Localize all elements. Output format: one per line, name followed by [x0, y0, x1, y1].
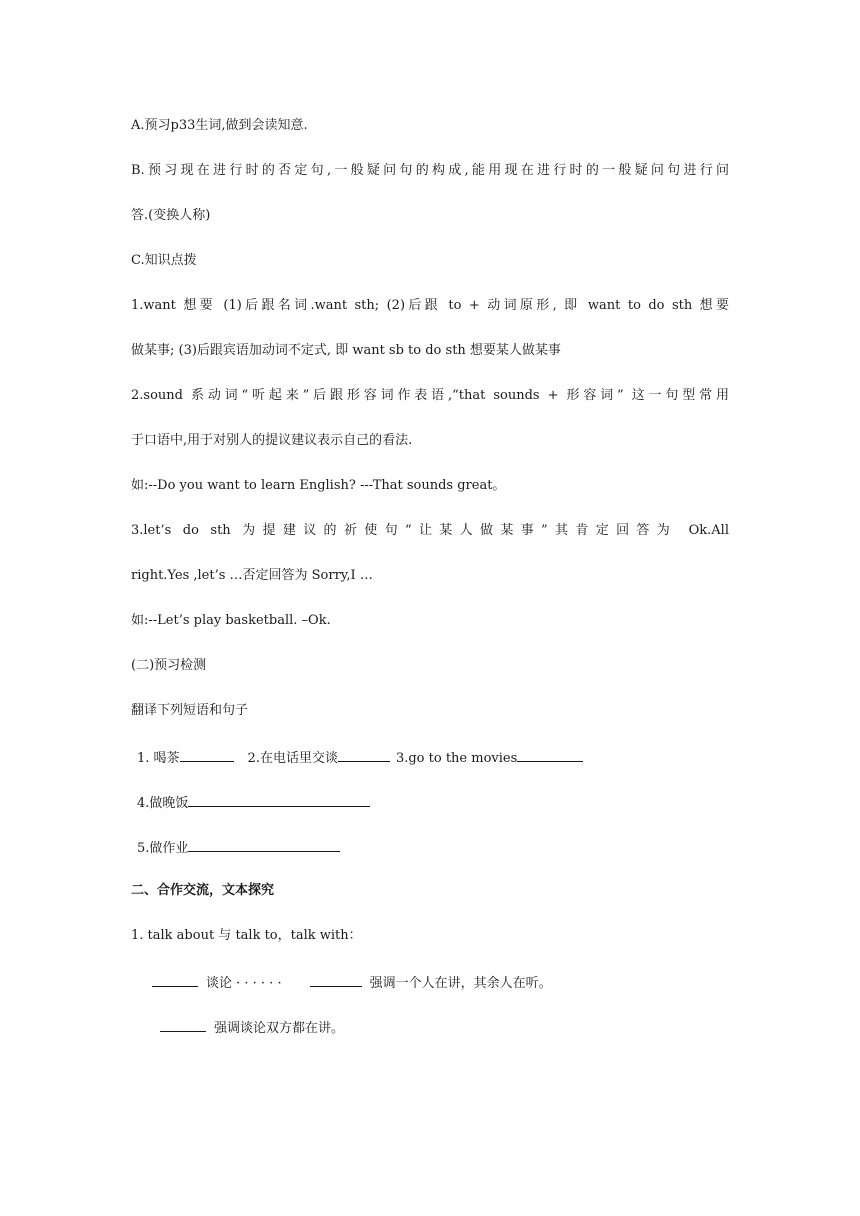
exercise-item-3: 3.go to the movies	[395, 751, 518, 766]
answer-blank-4[interactable]	[188, 792, 370, 807]
section-2-heading: 二、合作交流，文本探究	[131, 883, 275, 898]
both-speak-text: 强调谈论双方都在讲。	[214, 1021, 345, 1036]
answer-blank-2[interactable]	[338, 747, 390, 762]
exercise-row-1	[137, 747, 583, 768]
exercise-row-2	[137, 792, 370, 813]
talk-blank-with[interactable]	[160, 1017, 206, 1032]
sound-example: 如:--Do you want to learn English? ---That sounds great。	[131, 478, 506, 493]
answer-blank-1[interactable]	[180, 747, 234, 762]
exercise-item-2: 2.在电话里交谈	[247, 751, 338, 766]
answer-blank-3[interactable]	[517, 747, 583, 762]
preview-grammar-line: B.预习现在进行时的否定句,一般疑问句的构成,能用现在进行时的一般疑问句进行问	[131, 163, 729, 178]
knowledge-heading: C.知识点拨	[131, 253, 197, 268]
want-usage-line: 1.want 想要 (1)后跟名词.want sth; (2)后跟 to + 动词原形, 即 want to do sth 想要	[131, 298, 729, 313]
one-speaker-text: 强调一个人在讲，其余人在听。	[369, 976, 552, 991]
talk-title: 1. talk about 与 talk to，talk with：	[131, 928, 362, 943]
sound-usage-line: 2.sound 系动词“听起来”后跟形容词作表语,“that sounds + 形容词” 这一句型常用	[131, 388, 729, 403]
discuss-text: 谈论 · · · · · ·	[206, 976, 282, 991]
lets-usage-line: 3.let’s do sth 为提建议的祈使句“让某人做某事”其肯定回答为 Ok.All	[131, 523, 729, 538]
exercise-item-5: 5.做作业	[137, 841, 189, 856]
lets-example: 如:--Let’s play basketball. –Ok.	[131, 613, 331, 628]
want-usage-line-cont: 做某事; (3)后跟宾语加动词不定式, 即 want sb to do sth 想要某人做某事	[131, 343, 561, 358]
preview-vocab-line: A.预习p33生词,做到会读知意.	[131, 118, 308, 133]
exercise-row-3	[137, 837, 340, 858]
talk-row-1	[152, 972, 552, 993]
talk-blank-about[interactable]	[152, 972, 198, 987]
lets-usage-line-cont: right.Yes ,let’s …否定回答为 Sorry,I …	[131, 568, 373, 583]
preview-grammar-line-cont: 答.(变换人称)	[131, 208, 211, 223]
preview-check-heading: (二)预习检测	[131, 658, 207, 673]
exercise-item-4: 4.做晚饭	[137, 796, 189, 811]
answer-blank-5[interactable]	[188, 837, 340, 852]
translate-instruction: 翻译下列短语和句子	[131, 703, 249, 718]
talk-blank-to[interactable]	[310, 972, 362, 987]
talk-row-2	[160, 1017, 344, 1038]
exercise-item-1: 1. 喝茶	[137, 751, 180, 766]
sound-usage-line-cont: 于口语中,用于对别人的提议建议表示自己的看法.	[131, 433, 413, 448]
